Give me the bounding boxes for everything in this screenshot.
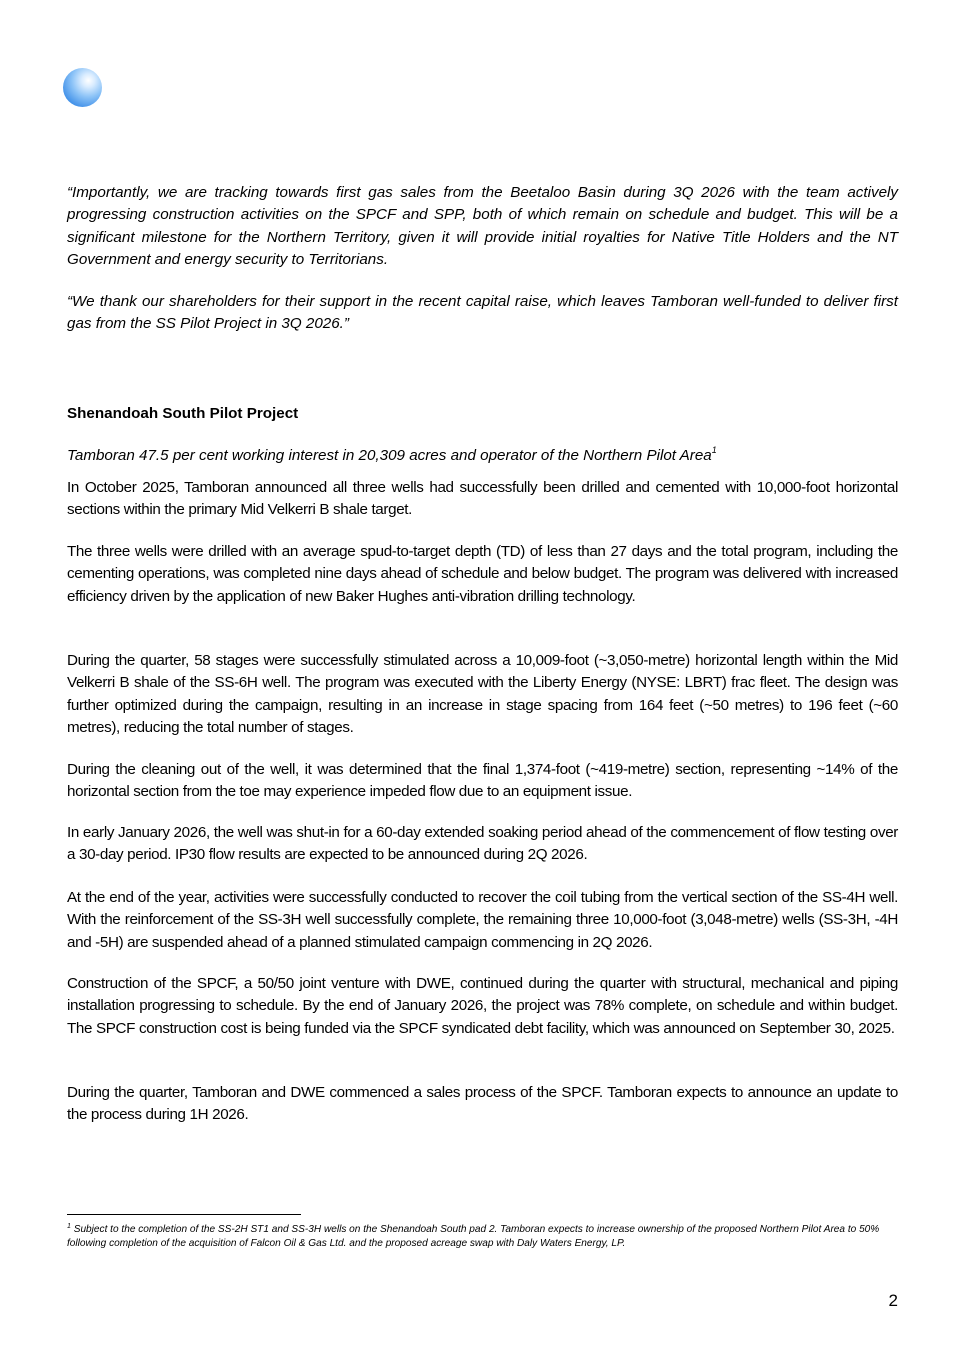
body-paragraph: During the cleaning out of the well, it was determined that the final 1,374-foot (~419-metre) section, representing ~14% of the horizontal section from the toe may experience impeded flow due to an equipment issue. (67, 761, 898, 801)
section-subheading (67, 445, 898, 467)
subheading-text: Tamboran 47.5 per cent working interest in 20,309 acres and operator of the Northern Pilot Area (67, 447, 712, 464)
footnote-text: Subject to the completion of the SS-2H ST1 and SS-3H wells on the Shenandoah South pad 2. Tamboran expects to increase ownership of the proposed Northern Pilot Area to 50% following completion of the acquisition of Falcon Oil & Gas Ltd. and the proposed acreage swap with Daly Waters Energy, LP. (67, 1224, 880, 1249)
ceo-quote-paragraph-1: “Importantly, we are tracking towards first gas sales from the Beetaloo Basin during 3Q 2026 with the team actively progressing construction activities on the SPCF and SPP, both of which remain on schedule and budget. This will be a significant milestone for the Northern Territory, given it will provide initial royalties for Native Title Holders and the NT Government and energy security to Territorians. (67, 184, 898, 268)
body-paragraph: The three wells were drilled with an average spud-to-target depth (TD) of less than 27 days and the total program, including the cementing operations, was completed nine days ahead of schedule and below budget. The program was delivered with increased efficiency driven by the application of new Baker Hughes anti-vibration drilling technology. (67, 543, 898, 605)
section-heading: Shenandoah South Pilot Project (67, 405, 299, 422)
body-paragraph: Construction of the SPCF, a 50/50 joint venture with DWE, continued during the quarter with structural, mechanical and piping installation progressing to schedule. By the end of January 2026, the project was 78% complete, on schedule and within budget. The SPCF construction cost is being funded via the SPCF syndicated debt facility, which was announced on September 30, 2025. (67, 975, 898, 1037)
blue-sphere-logo-icon (63, 68, 102, 107)
body-paragraph: In early January 2026, the well was shut-in for a 60-day extended soaking period ahead of the commencement of flow testing over a 30-day period. IP30 flow results are expected to be announced during 2Q 2026. (67, 824, 898, 864)
footnote-marker: 1 (67, 1222, 71, 1230)
body-paragraph: In October 2025, Tamboran announced all three wells had successfully been drilled and cemented with 10,000-foot horizontal sections within the primary Mid Velkerri B shale target. (67, 479, 898, 519)
footnote-divider (67, 1214, 301, 1215)
footnote-reference: 1 (711, 444, 717, 455)
page-number: 2 (888, 1291, 898, 1310)
ceo-quote-paragraph-2: “We thank our shareholders for their support in the recent capital raise, which leaves Tamboran well-funded to deliver first gas from the SS Pilot Project in 3Q 2026.” (67, 293, 898, 333)
body-paragraph: At the end of the year, activities were successfully conducted to recover the coil tubing from the vertical section of the SS-4H well. With the reinforcement of the SS-3H well successfully complete, the remaining three 10,000-foot (3,048-metre) wells (SS-3H, -4H and -5H) are suspended ahead of a planned stimulated campaign commencing in 2Q 2026. (67, 889, 898, 951)
footnote (67, 1223, 898, 1250)
body-paragraph: During the quarter, 58 stages were successfully stimulated across a 10,009-foot (~3,050-metre) horizontal length within the Mid Velkerri B shale of the SS-6H well. The program was executed with the Liberty Energy (NYSE: LBRT) frac fleet. The design was further optimized during the campaign, resulting in an increase in stage spacing from 164 feet (~50 metres) to 196 feet (~60 metres), reducing the total number of stages. (67, 652, 898, 736)
body-paragraph: During the quarter, Tamboran and DWE commenced a sales process of the SPCF. Tamboran expects to announce an update to the process during 1H 2026. (67, 1084, 898, 1124)
